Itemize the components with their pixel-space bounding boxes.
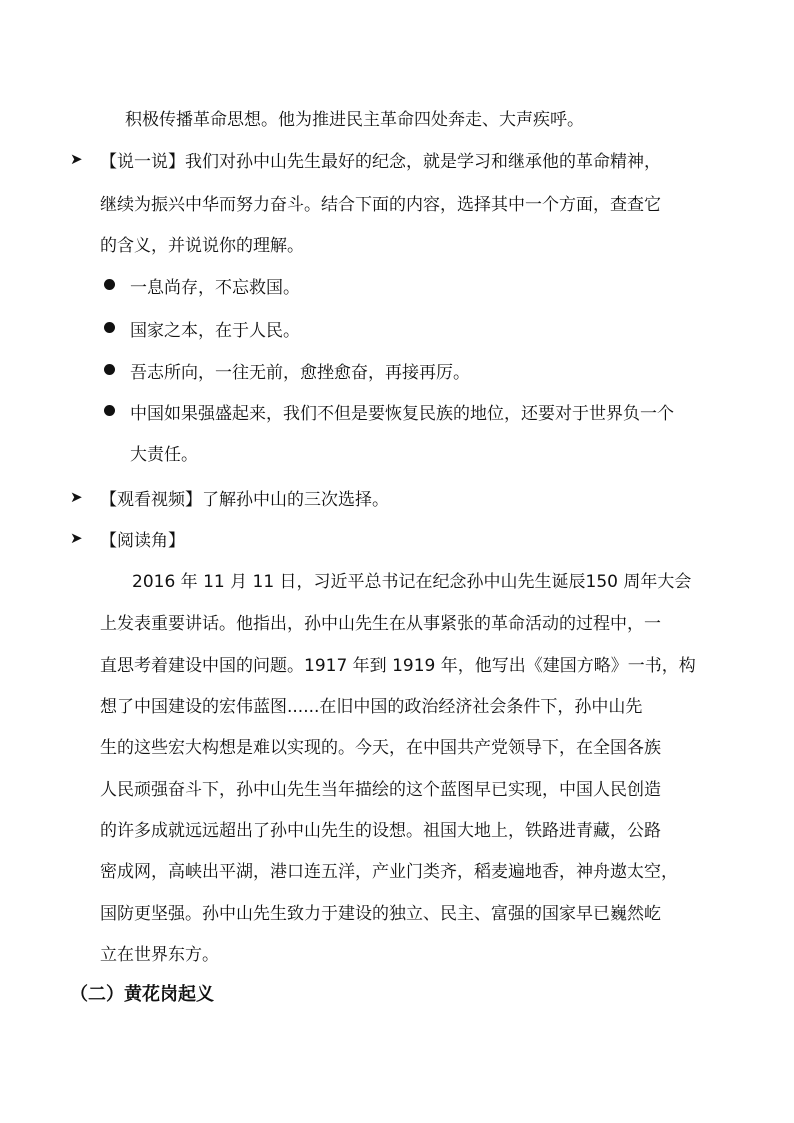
bullet-dot-icon <box>104 405 115 416</box>
say-line: 我们对孙中山先生最好的纪念，就是学习和继承他的革命精神， <box>185 152 661 172</box>
read-line: 人民顽强奋斗下，孙中山先生当年描绘的这个蓝图早已实现，中国人民创造 <box>100 780 661 800</box>
bullet-dot-icon <box>104 322 115 333</box>
bullet-item: 一息尚存，不忘救国。 <box>130 278 300 298</box>
arrow-bullet-icon: ➤ <box>70 150 83 168</box>
read-line: 直思考着建设中国的问题。1917 年到 1919 年，他写出《建国方略》一书，构 <box>100 656 696 676</box>
bullet-item: 吾志所向，一往无前，愈挫愈奋，再接再厉。 <box>130 363 470 383</box>
bullet-dot-icon <box>104 364 115 375</box>
read-line: 密成网，高峡出平湖，港口连五洋，产业门类齐，稻麦遍地香，神舟遨太空， <box>100 862 678 882</box>
say-heading: 【说一说】 <box>100 152 185 172</box>
video-line <box>100 485 389 510</box>
arrow-bullet-icon: ➤ <box>70 529 83 547</box>
read-line: 国防更坚强。孙中山先生致力于建设的独立、民主、富强的国家早已巍然屹 <box>100 904 661 924</box>
read-line: 想了中国建设的宏伟蓝图......在旧中国的政治经济社会条件下，孙中山先 <box>100 697 643 717</box>
read-line: 生的这些宏大构想是难以实现的。今天，在中国共产党领导下，在全国各族 <box>100 738 661 758</box>
arrow-bullet-icon: ➤ <box>70 488 83 506</box>
read-line: 上发表重要讲话。他指出，孙中山先生在从事紧张的革命活动的过程中，一 <box>100 614 661 634</box>
section-title: （二）黄花岗起义 <box>70 984 214 1005</box>
read-line: 的许多成就远远超出了孙中山先生的设想。祖国大地上，铁路进青藏，公路 <box>100 821 661 841</box>
read-line: 2016 年 11 月 11 日，习近平总书记在纪念孙中山先生诞辰150 周年大会 <box>132 572 692 592</box>
bullet-dot-icon <box>104 279 115 290</box>
read-line: 立在世界东方。 <box>100 945 219 965</box>
bullet-item: 国家之本，在于人民。 <box>130 321 300 341</box>
bullet-item-continued: 大责任。 <box>130 445 198 465</box>
say-line: 继续为振兴中华而努力奋斗。结合下面的内容，选择其中一个方面，查查它 <box>100 195 661 215</box>
video-heading: 【观看视频】 <box>100 490 202 510</box>
say-line: 的含义，并说说你的理解。 <box>100 236 304 256</box>
bullet-item: 中国如果强盛起来，我们不但是要恢复民族的地位，还要对于世界负一个 <box>130 404 674 424</box>
say-first-line <box>100 147 661 172</box>
intro-line: 积极传播革命思想。他为推进民主革命四处奔走、大声疾呼。 <box>125 110 584 130</box>
video-text: 了解孙中山的三次选择。 <box>202 490 389 510</box>
read-heading: 【阅读角】 <box>100 531 185 551</box>
